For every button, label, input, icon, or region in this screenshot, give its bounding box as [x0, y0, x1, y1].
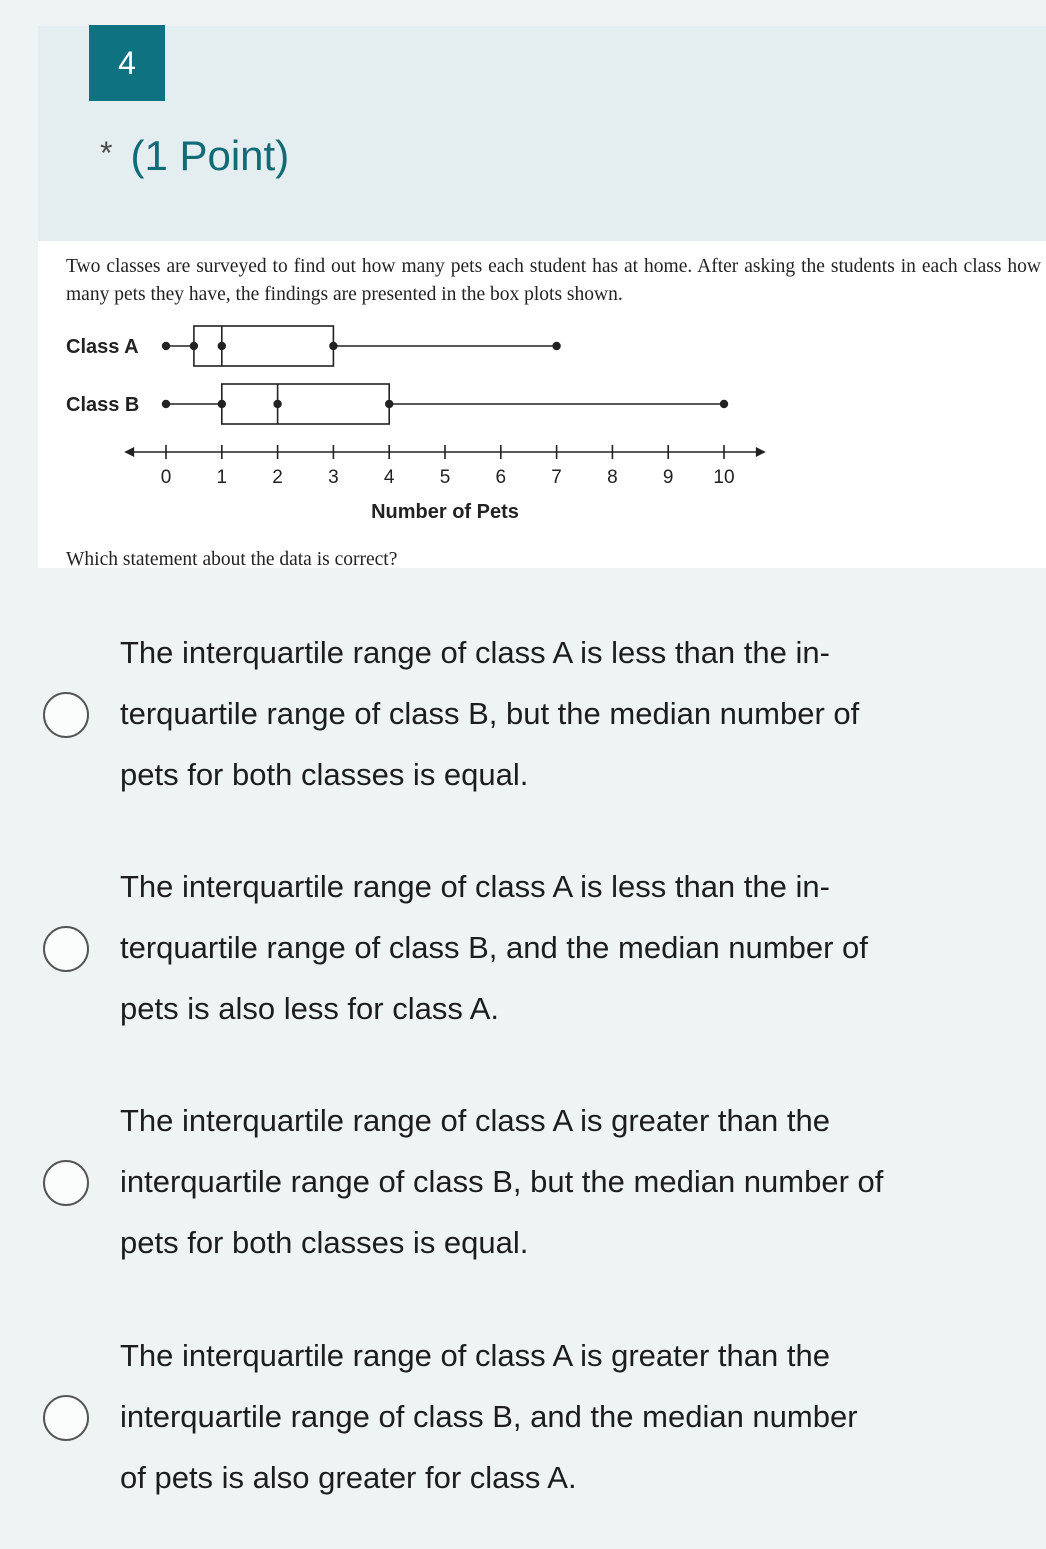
tick-label-0: 0: [160, 467, 172, 488]
option-3[interactable]: [0, 1088, 1046, 1288]
tick-label-7: 7: [551, 467, 562, 488]
series-2-q3-point: [385, 400, 393, 408]
option-3-line-2: interquartile range of class B, but the median number of: [120, 1164, 884, 1199]
option-4-line-2: interquartile range of class B, and the median number: [120, 1399, 858, 1434]
series-1-q3-point: [329, 342, 337, 350]
option-3-text[interactable]: [120, 1090, 1020, 1273]
option-2-radio[interactable]: [43, 926, 89, 972]
question-figure: [38, 241, 1046, 568]
required-marker: *: [100, 135, 113, 171]
series-1-median-point: [218, 342, 226, 350]
x-axis-label: Number of Pets: [371, 501, 519, 523]
tick-label-8: 8: [607, 467, 618, 488]
series-1-max-point: [552, 342, 560, 350]
series-2-median-point: [273, 400, 281, 408]
tick-label-2: 2: [272, 467, 283, 488]
tick-label-10: 10: [713, 467, 735, 488]
option-1-line-2: terquartile range of class B, but the median number of: [120, 696, 860, 731]
series-1-min-point: [162, 342, 170, 350]
question-prompt: Two classes are surveyed to find out how many pets each student has at home. After asking the students in each class how many pets they have, the findings are presented in the box plots shown.: [66, 256, 1041, 305]
number-line-left-arrow: [124, 447, 134, 457]
series-1-box: [194, 326, 334, 366]
option-2[interactable]: [0, 854, 1046, 1054]
tick-label-4: 4: [383, 467, 395, 488]
option-2-line-1: The interquartile range of class A is less than the in-: [120, 869, 830, 904]
points-label: (1 Point): [130, 132, 290, 179]
option-4-radio[interactable]: [43, 1395, 89, 1441]
option-1-text[interactable]: [120, 622, 1020, 805]
option-2-line-2: terquartile range of class B, and the median number of: [120, 930, 868, 965]
option-4-line-1: The interquartile range of class A is greater than the: [120, 1338, 830, 1373]
option-1-line-1: The interquartile range of class A is less than the in-: [120, 635, 830, 670]
series-2-q1-point: [218, 400, 226, 408]
option-4-text[interactable]: [120, 1325, 1020, 1508]
series-2-box: [222, 384, 389, 424]
tick-label-6: 6: [495, 467, 507, 488]
series-1-q1-point: [190, 342, 198, 350]
option-2-line-3: pets is also less for class A.: [120, 991, 500, 1026]
option-1-radio[interactable]: [43, 692, 89, 738]
option-4[interactable]: [0, 1323, 1046, 1523]
option-3-line-1: The interquartile range of class A is greater than the: [120, 1103, 830, 1138]
tick-label-1: 1: [216, 467, 228, 488]
option-2-text[interactable]: [120, 856, 1020, 1039]
tick-label-9: 9: [662, 467, 674, 488]
option-4-line-3: of pets is also greater for class A.: [120, 1460, 577, 1495]
tick-label-5: 5: [439, 467, 451, 488]
tick-label-3: 3: [328, 467, 339, 488]
question-ask: Which statement about the data is correct?: [66, 549, 398, 568]
box-plot-chart: [38, 241, 1046, 541]
option-3-radio[interactable]: [43, 1160, 89, 1206]
question-number: 4: [89, 25, 165, 101]
number-line-right-arrow: [756, 447, 766, 457]
option-1-line-3: pets for both classes is equal.: [120, 757, 529, 792]
series-2-min-point: [162, 400, 170, 408]
series-2-label: Class B: [66, 394, 140, 416]
series-2-max-point: [720, 400, 728, 408]
option-1[interactable]: [0, 620, 1046, 820]
series-1-label: Class A: [66, 336, 139, 358]
question-title: [100, 132, 289, 180]
option-3-line-3: pets for both classes is equal.: [120, 1225, 529, 1260]
